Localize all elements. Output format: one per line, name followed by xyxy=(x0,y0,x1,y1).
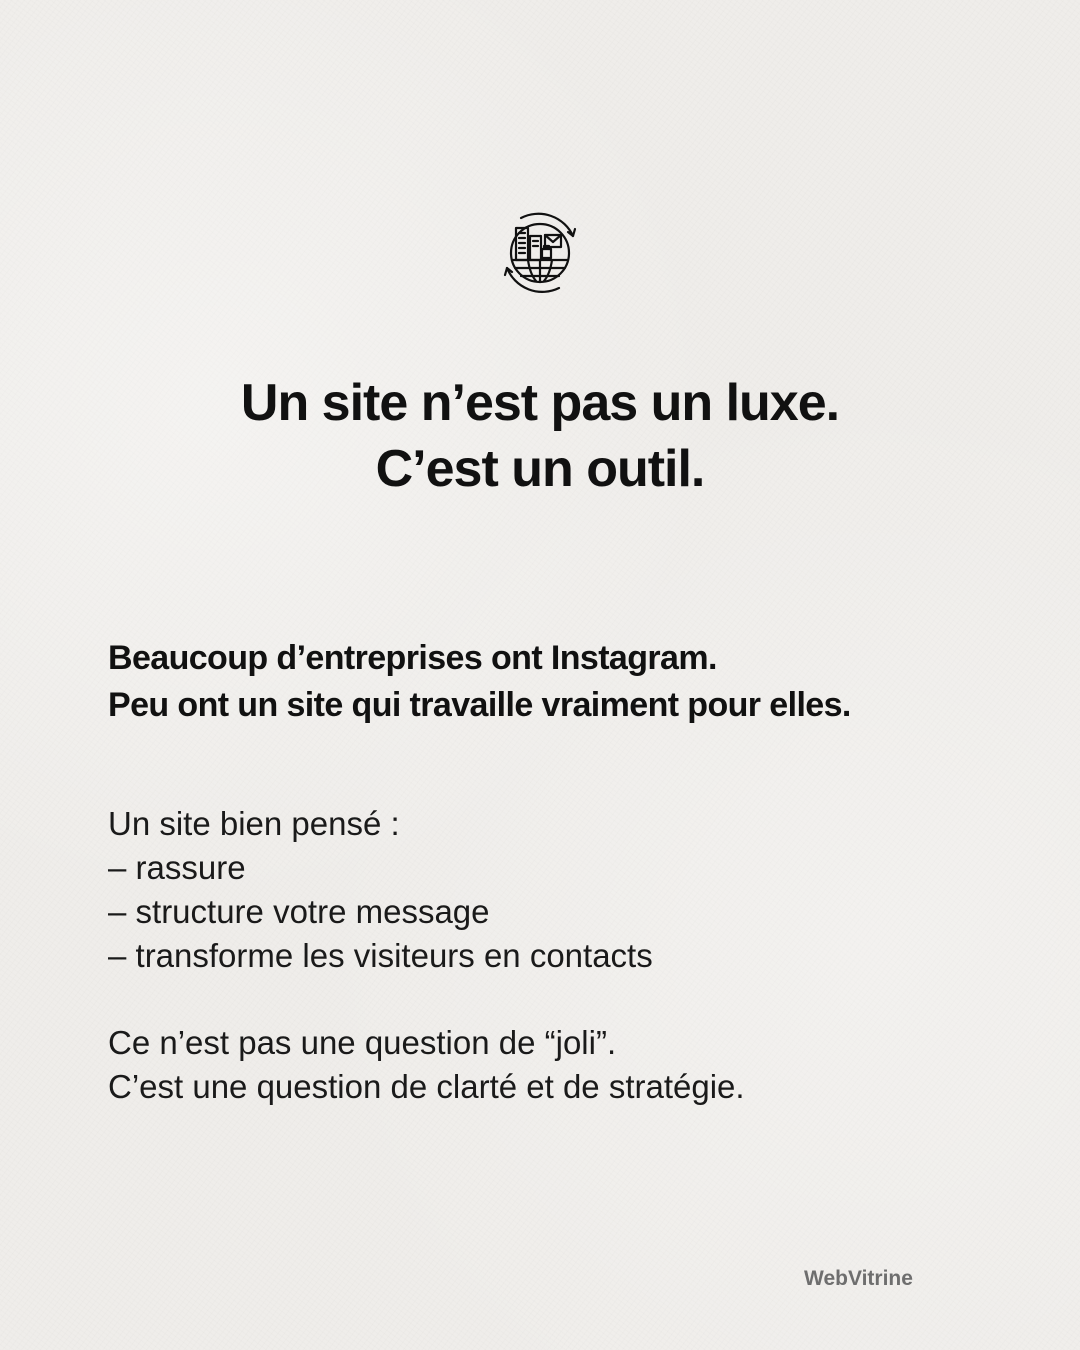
headline-line-1: Un site n’est pas un luxe. xyxy=(240,374,840,432)
list-item: – transforme les visiteurs en contacts xyxy=(108,937,653,974)
list-item: – structure votre message xyxy=(108,893,490,930)
lead-line-2: Peu ont un site qui travaille vraiment pour elles. xyxy=(108,686,851,724)
closing-line-1: Ce n’est pas une question de “joli”. xyxy=(108,1024,617,1061)
lead-line-1: Beaucoup d’entreprises ont Instagram. xyxy=(108,639,717,677)
web-business-globe-icon xyxy=(495,208,585,298)
lead-paragraph xyxy=(108,635,1048,729)
closing-line-2: C’est une question de clarté et de stratégie. xyxy=(108,1068,745,1105)
headline-line-2: C’est un outil. xyxy=(375,440,705,498)
list-item: – rassure xyxy=(108,849,246,886)
brand-signature: WebVitrine xyxy=(804,1267,913,1290)
headline xyxy=(0,370,1080,502)
closing-paragraph xyxy=(108,1021,1008,1109)
list-intro: Un site bien pensé : xyxy=(108,805,400,842)
benefits-list xyxy=(108,802,1008,978)
